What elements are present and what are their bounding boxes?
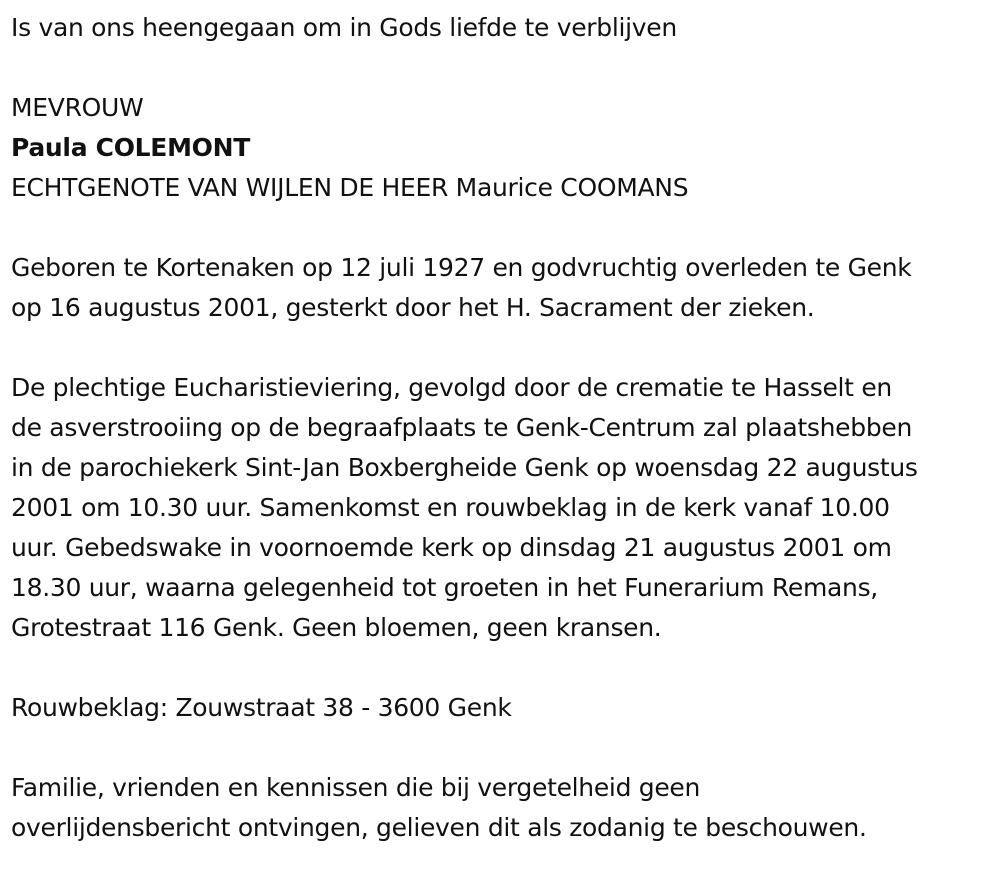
spouse-line: ECHTGENOTE VAN WIJLEN DE HEER Maurice COOMANS	[11, 173, 689, 202]
ceremony-paragraph	[11, 368, 996, 648]
intro-text: Is van ons heengegaan om in Gods liefde te verblijven	[11, 13, 677, 42]
birth-death-line: op 16 augustus 2001, gesterkt door het H. Sacrament der zieken.	[11, 293, 815, 322]
condolence-paragraph	[11, 688, 996, 728]
intro-paragraph	[11, 8, 996, 48]
birth-death-paragraph	[11, 248, 996, 328]
birth-death-line: Geboren te Kortenaken op 12 juli 1927 en godvruchtig overleden te Genk	[11, 253, 912, 282]
obituary-notice	[11, 8, 996, 848]
ceremony-line: 2001 om 10.30 uur. Samenkomst en rouwbeklag in de kerk vanaf 10.00	[11, 493, 890, 522]
closing-line: overlijdensbericht ontvingen, gelieven dit als zodanig te beschouwen.	[11, 813, 867, 842]
ceremony-line: in de parochiekerk Sint-Jan Boxbergheide Genk op woensdag 22 augustus	[11, 453, 918, 482]
honorific-title: MEVROUW	[11, 93, 144, 122]
closing-paragraph	[11, 768, 996, 848]
ceremony-line: De plechtige Eucharistieviering, gevolgd door de crematie te Hasselt en	[11, 373, 892, 402]
deceased-block	[11, 88, 996, 208]
ceremony-line: 18.30 uur, waarna gelegenheid tot groeten in het Funerarium Remans,	[11, 573, 878, 602]
condolence-address: Rouwbeklag: Zouwstraat 38 - 3600 Genk	[11, 693, 512, 722]
ceremony-line: de asverstrooiing op de begraafplaats te Genk-Centrum zal plaatshebben	[11, 413, 913, 442]
ceremony-line: uur. Gebedswake in voornoemde kerk op dinsdag 21 augustus 2001 om	[11, 533, 892, 562]
closing-line: Familie, vrienden en kennissen die bij vergetelheid geen	[11, 773, 701, 802]
ceremony-line: Grotestraat 116 Genk. Geen bloemen, geen kransen.	[11, 613, 662, 642]
deceased-name: Paula COLEMONT	[11, 133, 250, 162]
